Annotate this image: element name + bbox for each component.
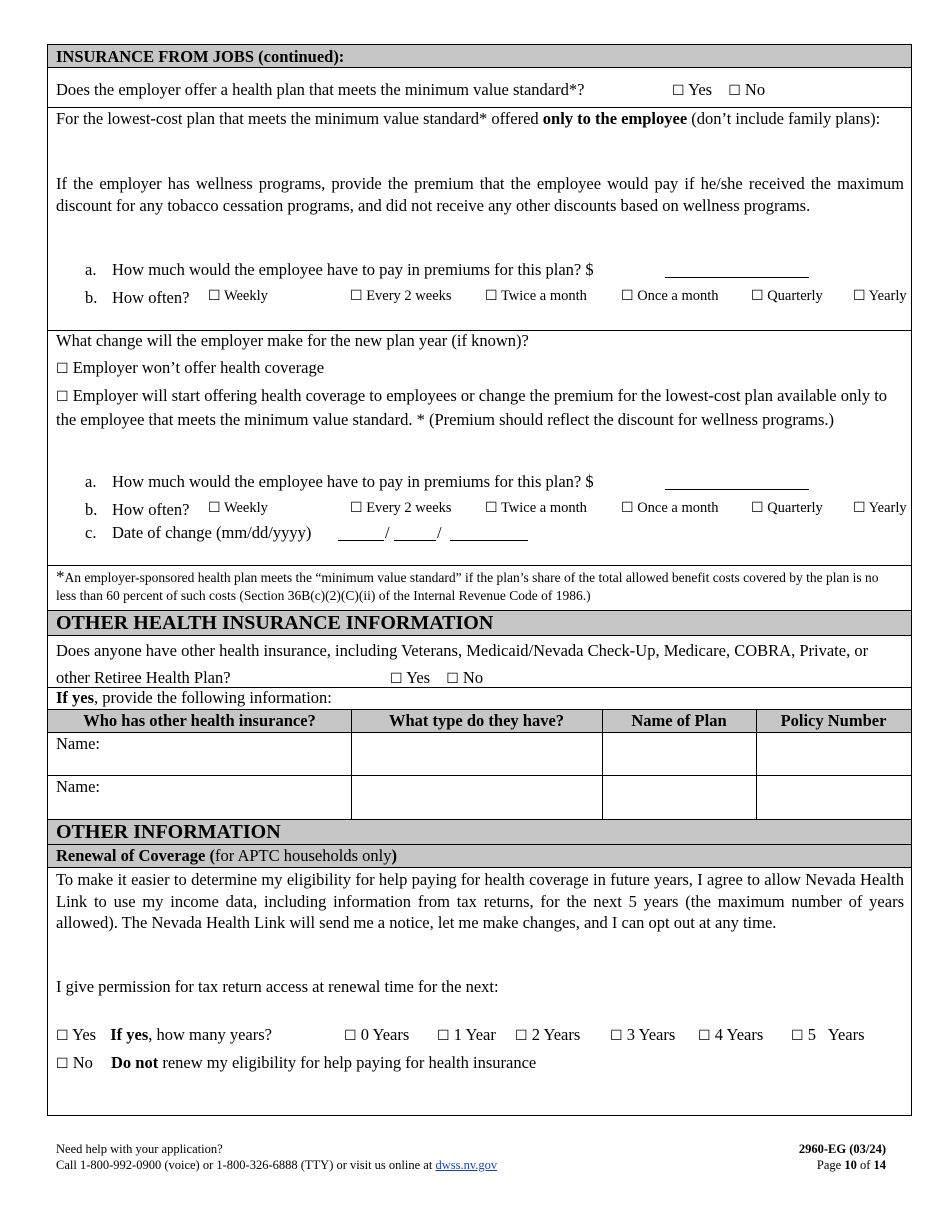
checkbox-icon[interactable]: ☐ [485, 500, 498, 516]
divider [48, 565, 911, 566]
frequency-label: Yearly [868, 288, 907, 304]
change-question: What change will the employer make for the new plan year (if known)? [56, 331, 529, 350]
checkbox-icon[interactable]: ☐ [350, 288, 363, 304]
item-b-marker: b. [85, 288, 98, 307]
footer-website-link[interactable]: dwss.nv.gov [435, 1158, 498, 1172]
renewal-no-label: No [72, 1053, 93, 1072]
checkbox-icon[interactable]: ☐ [610, 1028, 623, 1044]
premium-question-2 [112, 471, 594, 493]
checkbox-icon[interactable]: ☐ [621, 288, 634, 304]
change-option-start-offering [56, 385, 896, 430]
year-option [791, 1024, 865, 1048]
year-label: 4 Years [714, 1025, 764, 1044]
year-label: 3 Years [626, 1025, 676, 1044]
checkbox-icon[interactable]: ☐ [515, 1028, 528, 1044]
if-yes-text: , provide the following information: [94, 688, 332, 707]
do-not-text: renew my eligibility for help paying for health insurance [158, 1053, 537, 1072]
date-separator: / [385, 523, 390, 542]
premium-question-text: How much would the employee have to pay in premiums for this plan? $ [112, 472, 594, 491]
checkbox-icon[interactable]: ☐ [698, 1028, 711, 1044]
page-number [760, 1157, 886, 1173]
frequency-option [208, 500, 268, 517]
section-title: INSURANCE FROM JOBS (continued): [56, 47, 345, 66]
checkbox-icon[interactable]: ☐ [853, 288, 866, 304]
premium-question-text: How much would the employee have to pay in premiums for this plan? $ [112, 260, 594, 279]
lowest-cost-text-end: (don’t include family plans): [687, 109, 881, 128]
table-row-1-name-label: Name: [56, 734, 100, 753]
frequency-option [350, 288, 452, 305]
other-insurance-no-label: No [462, 668, 484, 687]
renewal-if-yes-bold: If yes [110, 1025, 149, 1044]
insurance-table-header [48, 709, 911, 733]
year-option [698, 1024, 763, 1048]
premium-amount-field-2[interactable] [665, 475, 809, 490]
wellness-instructions: If the employer has wellness programs, provide the premium that the employee would pay if he/she received the maximum discount for any tobacco cessation programs, and did not receive any other discounts based on wellness programs. [56, 174, 904, 215]
checkbox-icon[interactable]: ☐ [56, 1028, 69, 1044]
date-of-change-label: Date of change (mm/dd/yyyy) [112, 523, 312, 542]
checkbox-icon[interactable]: ☐ [853, 500, 866, 516]
renewal-yes-row [56, 1024, 272, 1048]
section-header-other-information [48, 819, 911, 845]
date-month-field[interactable] [338, 526, 384, 541]
year-label: 5 Years [807, 1025, 865, 1044]
mvs-footnote [56, 568, 902, 605]
how-often-label: How often? [112, 500, 190, 519]
other-insurance-question: Does anyone have other health insurance, including Veterans, Medicaid/Nevada Check-Up, Medicare, COBRA, Private, or other Retiree Health Plan? [56, 641, 869, 687]
mvs-options [672, 79, 765, 103]
footer-page-info [760, 1141, 886, 1173]
mvs-yes-label: Yes [688, 80, 713, 99]
form-frame [47, 44, 912, 1116]
mvs-question: Does the employer offer a health plan that meets the minimum value standard*? [56, 80, 585, 99]
column-header: Policy Number [780, 711, 887, 730]
frequency-label: Yearly [868, 500, 907, 516]
page-prefix: Page [816, 1158, 845, 1172]
lowest-cost-bold: only to the employee [542, 109, 688, 128]
year-label: 1 Year [453, 1025, 496, 1044]
premium-question-1 [112, 259, 594, 281]
frequency-label: Weekly [223, 288, 268, 304]
change-option-no-coverage [56, 357, 324, 381]
frequency-option [751, 500, 823, 517]
footer-call-text: Call 1-800-992-0900 (voice) or 1-800-326-6888 (TTY) or visit us online at [56, 1158, 436, 1172]
frequency-option [485, 500, 587, 517]
checkbox-icon[interactable]: ☐ [728, 83, 741, 99]
frequency-option [485, 288, 587, 305]
checkbox-icon[interactable]: ☐ [208, 288, 221, 304]
renewal-subheader-normal: for APTC households only [215, 846, 392, 865]
frequency-label: Quarterly [767, 500, 823, 516]
checkbox-icon[interactable]: ☐ [437, 1028, 450, 1044]
renewal-paragraph: To make it easier to determine my eligibility for help paying for health coverage in future years, I agree to allow Nevada Health Link to use my income data, including information from tax returns, for the next 5 years (the maximum number of years allowed). The Nevada Health Link will send me a notice, let me make changes, and I can opt out at any time. [56, 870, 904, 932]
year-option [610, 1024, 675, 1048]
date-year-field[interactable] [450, 526, 528, 541]
checkbox-icon[interactable]: ☐ [390, 671, 403, 687]
frequency-label: Once a month [637, 288, 719, 304]
column-header: What type do they have? [388, 711, 565, 730]
subheader-renewal-of-coverage [48, 845, 911, 868]
checkbox-icon[interactable]: ☐ [350, 500, 363, 516]
renewal-subheader [56, 845, 397, 867]
frequency-option [853, 288, 907, 305]
table-row[interactable] [48, 733, 911, 775]
table-row-2-name-label: Name: [56, 777, 100, 796]
year-option [437, 1024, 496, 1048]
mvs-no-label: No [744, 80, 766, 99]
frequency-label: Twice a month [500, 288, 587, 304]
item-b-marker: b. [85, 500, 98, 519]
if-yes-bold: If yes [56, 688, 95, 707]
item-c-marker: c. [85, 523, 97, 542]
checkbox-icon[interactable]: ☐ [672, 83, 685, 99]
table-row[interactable] [48, 776, 911, 819]
how-often-label: How often? [112, 288, 190, 307]
section-header-insurance-from-jobs [48, 45, 911, 68]
footnote-star: * [56, 567, 65, 586]
change-option-label: Employer won’t offer health coverage [72, 358, 325, 377]
checkbox-icon[interactable]: ☐ [56, 361, 69, 377]
year-option [515, 1024, 580, 1048]
column-header: Name of Plan [631, 711, 727, 730]
frequency-option [350, 500, 452, 517]
page-num: 10 [844, 1158, 857, 1172]
lowest-cost-instructions [56, 108, 904, 130]
footer-help-text: Need help with your application? [56, 1142, 223, 1156]
frequency-label: Once a month [637, 500, 719, 516]
checkbox-icon[interactable]: ☐ [208, 500, 221, 516]
premium-amount-field-1[interactable] [665, 263, 809, 278]
section-header-other-health-insurance [48, 610, 911, 636]
renewal-subheader-close: ) [391, 846, 397, 865]
checkbox-icon[interactable]: ☐ [56, 1056, 69, 1072]
if-yes-instructions [56, 687, 332, 709]
frequency-label: Quarterly [767, 288, 823, 304]
frequency-label: Every 2 weeks [366, 288, 452, 304]
item-a-marker: a. [85, 260, 97, 279]
year-label: 0 Years [360, 1025, 410, 1044]
footer-contact [56, 1157, 497, 1173]
checkbox-icon[interactable]: ☐ [485, 288, 498, 304]
checkbox-icon[interactable]: ☐ [56, 389, 69, 405]
form-id: 2960-EG (03/24) [798, 1142, 886, 1156]
renewal-no-row [56, 1052, 536, 1076]
column-header: Who has other health insurance? [83, 711, 316, 730]
frequency-option [621, 288, 719, 305]
frequency-row-2 [112, 499, 189, 521]
checkbox-icon[interactable]: ☐ [446, 671, 459, 687]
date-day-field[interactable] [394, 526, 436, 541]
other-insurance-options [390, 664, 483, 693]
permission-text: I give permission for tax return access at renewal time for the next: [56, 977, 499, 996]
frequency-label: Every 2 weeks [366, 500, 452, 516]
footer-help [56, 1141, 497, 1173]
frequency-label: Weekly [223, 500, 268, 516]
item-a-marker: a. [85, 472, 97, 491]
frequency-row-1 [112, 287, 189, 309]
page-of: of [856, 1158, 874, 1172]
page-total: 14 [873, 1158, 886, 1172]
lowest-cost-text: For the lowest-cost plan that meets the minimum value standard* offered [56, 109, 543, 128]
year-label: 2 Years [531, 1025, 581, 1044]
checkbox-icon[interactable]: ☐ [791, 1028, 804, 1044]
frequency-option [751, 288, 823, 305]
frequency-option [621, 500, 719, 517]
section-title: OTHER INFORMATION [56, 821, 281, 843]
checkbox-icon[interactable]: ☐ [344, 1028, 357, 1044]
renewal-yes-label: Yes [72, 1025, 97, 1044]
footnote-text: An employer-sponsored health plan meets the “minimum value standard” if the plan’s share of the total allowed benefit costs covered by the plan is no less than 60 percent of such costs (Section 36B(c)(2)(C)(ii) of the Internal Revenue Code of 1986.) [56, 570, 879, 603]
other-insurance-yes-label: Yes [406, 668, 431, 687]
change-option-label: Employer will start offering health coverage to employees or change the premium for the lowest-cost plan available only to the employee that meets the minimum value standard. * (Premium should reflect the discount for wellness programs.) [56, 386, 888, 429]
do-not-bold: Do not [110, 1053, 159, 1072]
date-separator: / [437, 523, 442, 542]
frequency-options-1 [208, 288, 268, 305]
year-option [344, 1024, 409, 1048]
frequency-option [853, 500, 907, 517]
renewal-subheader-bold: Renewal of Coverage ( [56, 846, 215, 865]
checkbox-icon[interactable]: ☐ [621, 500, 634, 516]
renewal-if-yes-text: , how many years? [148, 1025, 272, 1044]
checkbox-icon[interactable]: ☐ [751, 288, 764, 304]
checkbox-icon[interactable]: ☐ [751, 500, 764, 516]
frequency-label: Twice a month [500, 500, 587, 516]
section-title: OTHER HEALTH INSURANCE INFORMATION [56, 612, 494, 634]
